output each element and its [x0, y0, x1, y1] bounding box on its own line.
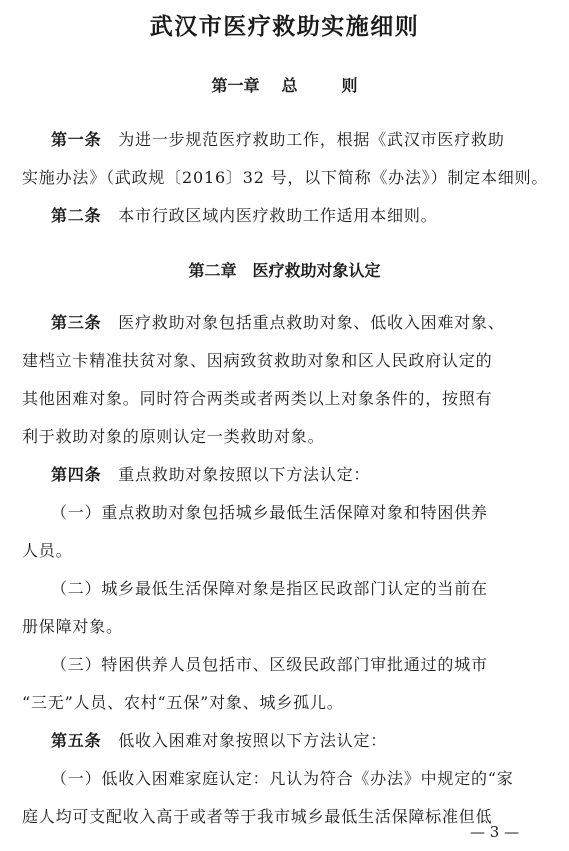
article-5-line-1 — [51, 728, 387, 751]
article-2-line-1 — [51, 203, 437, 226]
article-4-item-2-line-1: （二）城乡最低生活保障对象是指区民政部门认定的当前在 — [51, 579, 488, 598]
article-1-line-1 — [51, 127, 505, 150]
article-4-item-3-line-1: （三）特困供养人员包括市、区级民政部门审批通过的城市 — [51, 655, 488, 674]
chapter-2-heading: 第二章 医疗救助对象认定 — [188, 261, 381, 280]
article-4-item-1-line-1: （一）重点救助对象包括城乡最低生活保障对象和特困供养 — [51, 503, 488, 522]
article-3-line-4: 利于救助对象的原则认定一类救助对象。 — [22, 427, 325, 446]
article-1-label: 第一条 — [51, 130, 102, 149]
article-1-text-1: 为进一步规范医疗救助工作，根据《武汉市医疗救助 — [118, 130, 505, 149]
chapter-1-title-part-b: 则 — [341, 76, 358, 95]
article-2-label: 第二条 — [51, 206, 102, 225]
article-5-item-1-line-2: 庭人均可支配收入高于或者等于我市城乡最低生活保障标准但低 — [22, 807, 493, 826]
article-3-text-1: 医疗救助对象包括重点救助对象、低收入困难对象、 — [118, 313, 505, 332]
article-4-label: 第四条 — [51, 465, 102, 484]
article-4-item-3-line-2: “三无”人员、农村“五保”对象、城乡孤儿。 — [22, 693, 344, 712]
chapter-1-heading — [0, 73, 569, 96]
article-5-label: 第五条 — [51, 731, 102, 750]
chapter-1-title-part-a: 总 — [281, 76, 298, 95]
article-4-item-1-line-2: 人员。 — [22, 541, 73, 560]
article-4-text-1: 重点救助对象按照以下方法认定： — [118, 465, 371, 484]
article-4-item-2-line-2: 册保障对象。 — [22, 617, 123, 636]
page-number: — 3 — — [470, 823, 520, 841]
article-3-line-1 — [51, 310, 505, 333]
article-4-line-1 — [51, 462, 370, 485]
article-3-label: 第三条 — [51, 313, 102, 332]
article-5-item-1-line-1: （一）低收入困难家庭认定：凡认为符合《办法》中规定的“家 — [51, 769, 514, 788]
chapter-1-number: 第一章 — [211, 76, 260, 95]
article-3-line-2: 建档立卡精准扶贫对象、因病致贫救助对象和区人民政府认定的 — [22, 351, 493, 370]
document-title: 武汉市医疗救助实施细则 — [149, 14, 420, 40]
article-1-line-2: 实施办法》（武政规〔2016〕32 号，以下简称《办法》）制定本细则。 — [22, 168, 549, 187]
article-5-text-1: 低收入困难对象按照以下方法认定： — [118, 731, 388, 750]
article-2-text-1: 本市行政区域内医疗救助工作适用本细则。 — [118, 206, 438, 225]
article-3-line-3: 其他困难对象。同时符合两类或者两类以上对象条件的，按照有 — [22, 389, 493, 408]
